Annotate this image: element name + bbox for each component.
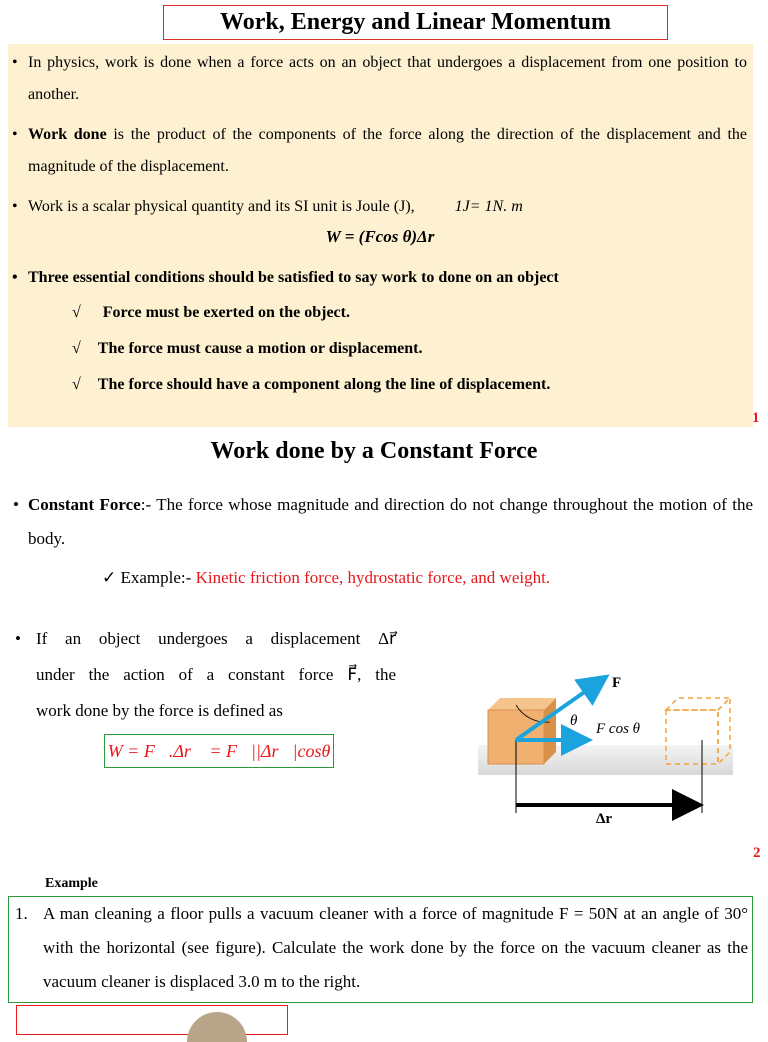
vacuum-figure-image: [187, 1012, 247, 1042]
slide2-title: Work done by a Constant Force: [210, 438, 538, 464]
block-icon: [488, 698, 556, 764]
component-label: F cos θ: [596, 721, 641, 737]
example-heading: Example: [45, 876, 98, 891]
problem-text: A man cleaning a floor pulls a vacuum cleaner with a force of magnitude F = 50N at an angle of 30° with the horizontal (see figure). Calculate the work done by the force on the vacuum cleaner as the vacuum cleaner is displaced 3.0 m to the right.: [43, 904, 748, 991]
force-label: F: [612, 675, 622, 691]
example-box: [8, 896, 753, 1003]
bullet-dot: •: [12, 269, 18, 286]
bullet-constant-force: • Constant Force:- The force whose magnitude and direction do not change throughout the motion of the body.: [28, 488, 753, 556]
page-number: 2: [753, 845, 761, 861]
bullet-displacement: • If an object undergoes a displacement Δr⃗ under the action of a constant force F⃗, the work done by the force is defined as: [36, 621, 396, 729]
unit-equation: 1J= 1N. m: [454, 198, 523, 215]
condition-item: √ The force should have a component along the line of displacement.: [72, 376, 551, 393]
slide1-title: Work, Energy and Linear Momentum: [163, 5, 668, 40]
theta-label: θ: [570, 713, 578, 729]
work-formula: W = (Fcos θ)Δr: [325, 227, 435, 246]
figure-frame: [16, 1005, 288, 1035]
condition-item: √ Force must be exerted on the object.: [72, 304, 350, 321]
bullet-conditions: • Three essential conditions should be satisfied to say work to done on an object: [28, 262, 747, 294]
example-line: ✓ Example:- Kinetic friction force, hydrostatic force, and weight.: [102, 568, 551, 587]
bullet-work-done: • Work done is the product of the components of the force along the direction of the displacement and the magnitude of the displacement.: [28, 119, 747, 183]
displacement-label: Δr: [596, 811, 613, 827]
bullet-dot: •: [12, 54, 18, 71]
bullet-work-definition: • In physics, work is done when a force acts on an object that undergoes a displacement from one position to another.: [28, 47, 747, 111]
work-figure: [478, 665, 738, 830]
bullet-dot: •: [15, 629, 21, 648]
bullet-dot: •: [12, 198, 18, 215]
bullet-dot: •: [12, 126, 18, 143]
dot-product-formula: W = F⃗.Δr⃗ = F⃗||Δr⃗|cosθ: [104, 734, 334, 768]
condition-item: √ The force must cause a motion or displacement.: [72, 340, 423, 357]
page-number: 1: [752, 410, 760, 426]
bullet-scalar: • Work is a scalar physical quantity and its SI unit is Joule (J), 1J= 1N. m: [28, 191, 747, 223]
item-number: 1.: [15, 904, 28, 923]
check-icon: ✓: [102, 568, 117, 587]
bullet-dot: •: [13, 495, 19, 514]
